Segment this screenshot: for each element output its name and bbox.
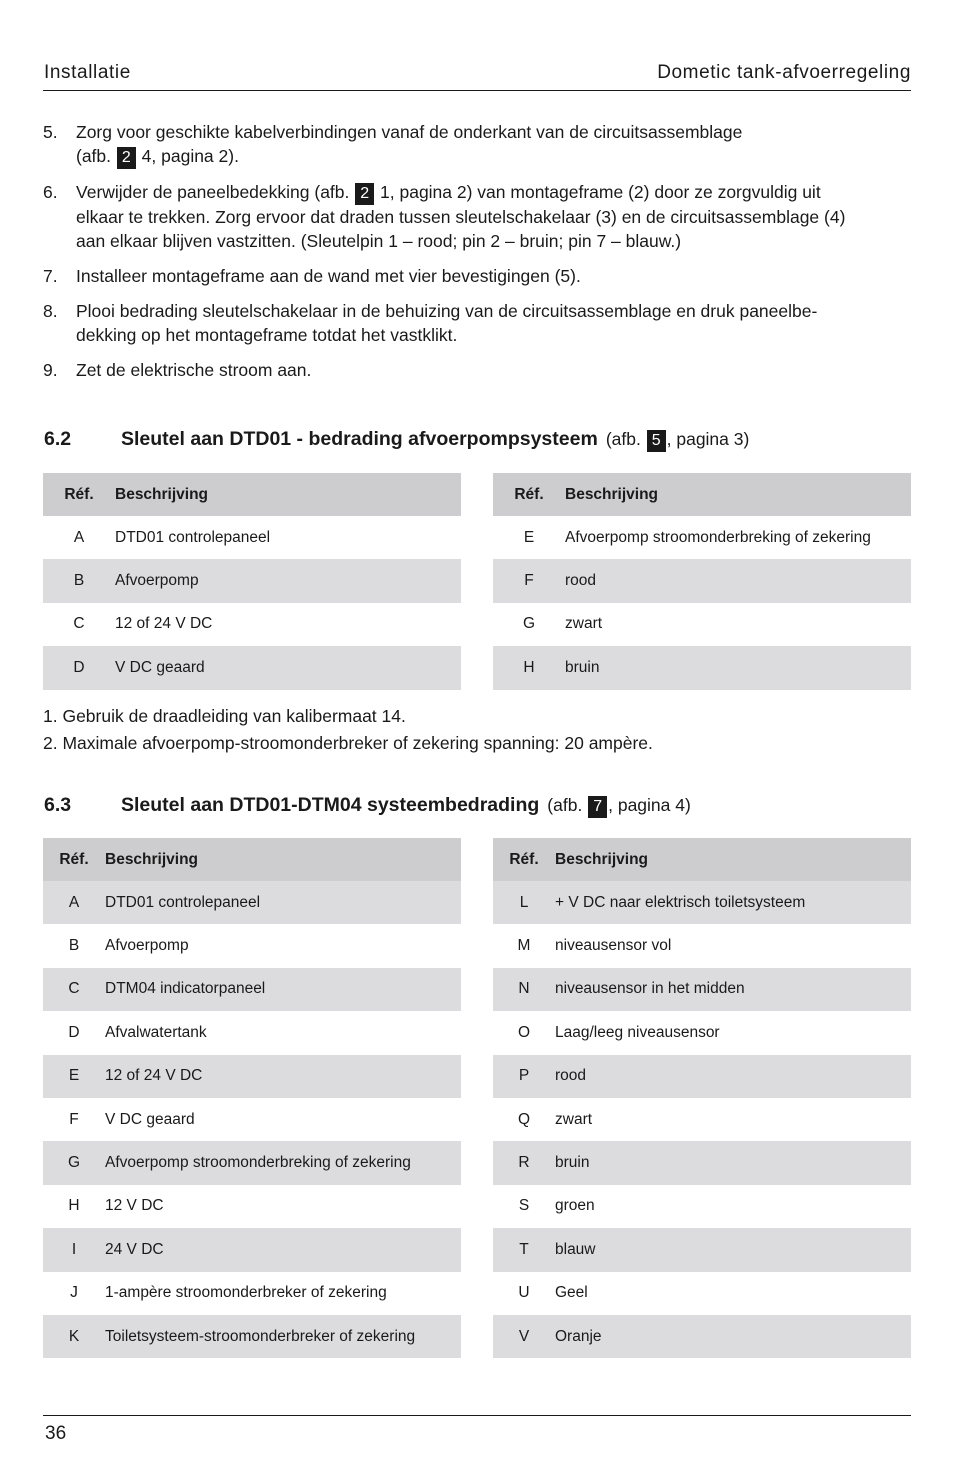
table-row [493,646,911,689]
ref-cell: H [68,1197,80,1215]
table-row [493,1098,911,1141]
note-item: 2. Maximale afvoerpomp-stroomonderbreker of zekering spanning: 20 ampère. [43,733,653,753]
table-row [493,968,911,1011]
step-number: 8. [43,301,58,321]
figure-badge: 5 [647,430,666,452]
step-item [43,180,913,253]
figure-badge: 2 [355,183,374,205]
step-text: elkaar te trekken. Zorg ervoor dat draden tussen sleutelschakelaar (3) en de circuitsassemblage (4) [76,207,846,227]
column-header-description: Beschrijving [565,473,911,516]
description-cell: Laag/leeg niveausensor [555,1023,720,1041]
column-header-ref: Réf. [493,473,565,516]
header-document-title: Dometic tank-afvoerregeling [657,62,911,83]
table-header-row [43,838,461,881]
description-cell: Afvoerpomp [105,937,189,955]
table-row [43,1272,461,1315]
description-cell: groen [555,1197,595,1215]
description-cell: 12 V DC [105,1197,164,1215]
ref-cell: U [518,1284,530,1302]
page-number: 36 [45,1423,67,1444]
ref-cell: Q [517,1110,531,1128]
step-item [43,358,913,382]
description-cell: rood [555,1055,911,1098]
table-row [493,1141,911,1184]
description-cell: DTM04 indicatorpaneel [105,968,461,1011]
column-header-description: Beschrijving [115,473,461,516]
ref-cell: L [493,881,555,924]
ref-cell: S [518,1197,530,1215]
column-header-description: Beschrijving [555,838,911,881]
ref-cell: C [43,968,105,1011]
ref-cell: P [493,1055,555,1098]
reference-table-6-2-right [493,473,911,690]
step-item [43,120,913,169]
step-text: dekking op het montageframe totdat het vastklikt. [76,325,458,345]
description-cell: DTD01 controlepaneel [105,881,461,924]
step-number: 5. [43,122,58,142]
step-text: Installeer montageframe aan de wand met vier bevestigingen (5). [76,266,581,286]
ref-cell: F [493,559,565,602]
description-cell: 12 of 24 V DC [115,615,213,633]
reference-table-6-3-right [493,838,911,1358]
table-header-row [43,473,461,516]
table-row [493,881,911,924]
figure-badge: 2 [117,147,136,169]
ref-cell: G [522,615,536,633]
table-row [43,1228,461,1271]
description-cell: zwart [565,615,603,633]
step-number: 7. [43,266,58,286]
table-row [43,603,461,646]
description-cell: Toiletsysteem-stroomonderbreker of zekering [105,1315,461,1358]
ref-cell: C [73,615,85,633]
section-title: Sleutel aan DTD01-DTM04 systeembedrading [121,794,540,816]
description-cell: rood [565,559,911,602]
table-row [493,516,911,559]
footer-divider [43,1415,911,1416]
ref-cell: B [43,559,115,602]
ref-cell: K [43,1315,105,1358]
figure-ref-suffix: , pagina 3) [666,429,750,449]
description-cell: + V DC naar elektrisch toiletsysteem [555,881,911,924]
description-cell: bruin [555,1141,911,1184]
description-cell: niveausensor vol [555,937,672,955]
description-cell: Afvoerpomp stroomonderbreking of zekering [105,1141,461,1184]
ref-cell: N [493,968,555,1011]
section-number: 6.2 [44,428,72,450]
reference-table-6-2-left [43,473,461,690]
column-header-ref: Réf. [493,838,555,881]
table-row [43,1185,461,1228]
page-header [43,60,911,91]
table-row [43,559,461,602]
step-number: 9. [43,360,58,380]
ref-cell: T [493,1228,555,1271]
ref-cell: E [523,528,535,546]
table-row [493,924,911,967]
table-row [493,1011,911,1054]
table-row [43,1141,461,1184]
table-row [493,603,911,646]
step-text: (afb. [76,146,116,166]
table-row [493,1272,911,1315]
ref-cell: J [70,1284,78,1302]
description-cell: bruin [565,646,911,689]
table-row [493,1185,911,1228]
ref-cell: G [43,1141,105,1184]
step-text: Zorg voor geschikte kabelverbindingen vanaf de onderkant van de circuitsassemblage [76,122,743,142]
description-cell: Afvoerpomp [115,559,461,602]
description-cell: Afvalwatertank [105,1023,207,1041]
step-text: Zet de elektrische stroom aan. [76,360,312,380]
table-row [43,516,461,559]
description-cell: DTD01 controlepaneel [115,528,271,546]
figure-ref-suffix: , pagina 4) [608,795,691,815]
description-cell: Afvoerpomp stroomonderbreking of zekering [565,528,871,546]
figure-ref-prefix: (afb. [605,429,641,449]
step-number: 6. [43,182,58,202]
step-text: 1, pagina 2) van montageframe (2) door ze zorgvuldig uit [375,182,821,202]
step-text: Verwijder de paneelbedekking (afb. [76,182,355,202]
column-header-ref: Réf. [43,473,115,516]
ref-cell: E [43,1055,105,1098]
installation-steps [43,120,913,393]
table-row [43,968,461,1011]
ref-cell: B [68,937,80,955]
section-number: 6.3 [44,794,72,816]
figure-ref-prefix: (afb. [547,795,583,815]
description-cell: 12 of 24 V DC [105,1055,461,1098]
description-cell: niveausensor in het midden [555,968,911,1011]
description-cell: V DC geaard [105,1110,195,1128]
note-item: 1. Gebruik de draadleiding van kalibermaat 14. [43,706,406,726]
description-cell: 24 V DC [105,1228,461,1271]
description-cell: zwart [555,1110,593,1128]
ref-cell: H [493,646,565,689]
table-row [493,1055,911,1098]
column-header-ref: Réf. [43,838,105,881]
table-row [43,1011,461,1054]
step-text: 4, pagina 2). [136,146,239,166]
step-item [43,299,913,347]
ref-cell: I [43,1228,105,1271]
description-cell: Geel [555,1284,588,1302]
ref-cell: R [493,1141,555,1184]
description-cell: Oranje [555,1315,911,1358]
reference-table-6-3-left [43,838,461,1358]
table-row [43,924,461,967]
step-text: aan elkaar blijven vastzitten. (Sleutelpin 1 – rood; pin 2 – bruin; pin 7 – blauw.) [76,231,682,251]
table-header-row [493,473,911,516]
table-row [493,1228,911,1271]
table-row [43,1055,461,1098]
ref-cell: F [69,1110,79,1128]
section-title: Sleutel aan DTD01 - bedrading afvoerpompsysteem [121,428,598,450]
ref-cell: D [68,1023,80,1041]
description-cell: blauw [555,1228,911,1271]
table-header-row [493,838,911,881]
figure-badge: 7 [588,796,607,818]
column-header-description: Beschrijving [105,838,461,881]
table-row [43,881,461,924]
table-row [493,1315,911,1358]
table-row [43,646,461,689]
description-cell: 1-ampère stroomonderbreker of zekering [105,1284,387,1302]
ref-cell: O [517,1023,531,1041]
ref-cell: A [73,528,85,546]
table-row [43,1315,461,1358]
table-row [493,559,911,602]
ref-cell: M [517,937,531,955]
step-text: Plooi bedrading sleutelschakelaar in de behuizing van de circuitsassemblage en druk paneelbe- [76,301,818,321]
ref-cell: V [493,1315,555,1358]
header-section-label: Installatie [44,62,131,83]
ref-cell: A [43,881,105,924]
section-notes [43,703,913,757]
ref-cell: D [43,646,115,689]
description-cell: V DC geaard [115,646,461,689]
table-row [43,1098,461,1141]
step-item [43,264,913,288]
